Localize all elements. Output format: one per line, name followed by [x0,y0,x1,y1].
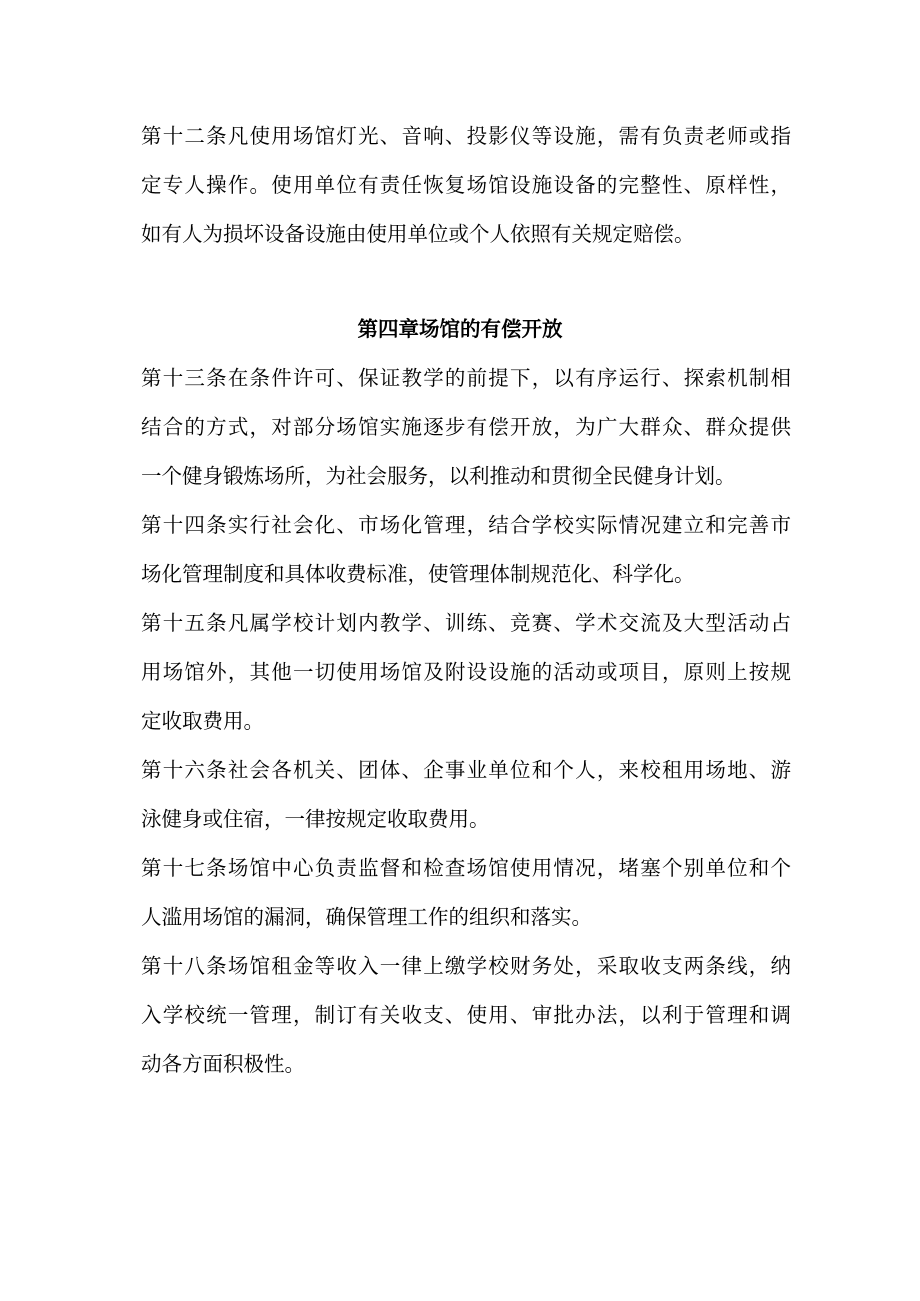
article-15-line-2: 用场馆外，其他一切使用场馆及附设设施的活动或项目，原则上按规 [141,660,791,684]
article-16-line-1: 第十六条社会各机关、团体、企事业单位和个人，来校租用场地、游 [141,758,791,782]
article-13-line-2: 结合的方式，对部分场馆实施逐步有偿开放，为广大群众、群众提供 [141,415,791,439]
article-15-line-3: 定收取费用。 [141,709,264,733]
article-14-line-1: 第十四条实行社会化、市场化管理，结合学校实际情况建立和完善市 [141,513,791,537]
article-13-line-1: 第十三条在条件许可、保证教学的前提下，以有序运行、探索机制相 [141,366,791,390]
article-15-line-1: 第十五条凡属学校计划内教学、训练、竞赛、学术交流及大型活动占 [141,611,791,635]
article-16-line-2: 泳健身或住宿，一律按规定收取费用。 [141,807,490,831]
article-12-line-3: 如有人为损坏设备设施由使用单位或个人依照有关规定赔偿。 [141,222,695,246]
chapter-4-heading: 第四章场馆的有偿开放 [357,317,563,341]
article-14-line-2: 场化管理制度和具体收费标准，使管理体制规范化、科学化。 [141,562,695,586]
article-18-line-3: 动各方面积极性。 [141,1052,305,1076]
article-12-line-2: 定专人操作。使用单位有责任恢复场馆设施设备的完整性、原样性， [141,173,791,197]
article-17-line-1: 第十七条场馆中心负责监督和检查场馆使用情况，堵塞个别单位和个 [141,856,791,880]
article-18-line-2: 入学校统一管理，制订有关收支、使用、审批办法，以利于管理和调 [141,1003,791,1027]
article-13-line-3: 一个健身锻炼场所，为社会服务，以利推动和贯彻全民健身计划。 [141,464,736,488]
article-18-line-1: 第十八条场馆租金等收入一律上缴学校财务处，采取收支两条线，纳 [141,954,791,978]
article-12-line-1: 第十二条凡使用场馆灯光、音响、投影仪等设施，需有负责老师或指 [141,124,791,148]
article-17-line-2: 人滥用场馆的漏洞，确保管理工作的组织和落实。 [141,905,592,929]
